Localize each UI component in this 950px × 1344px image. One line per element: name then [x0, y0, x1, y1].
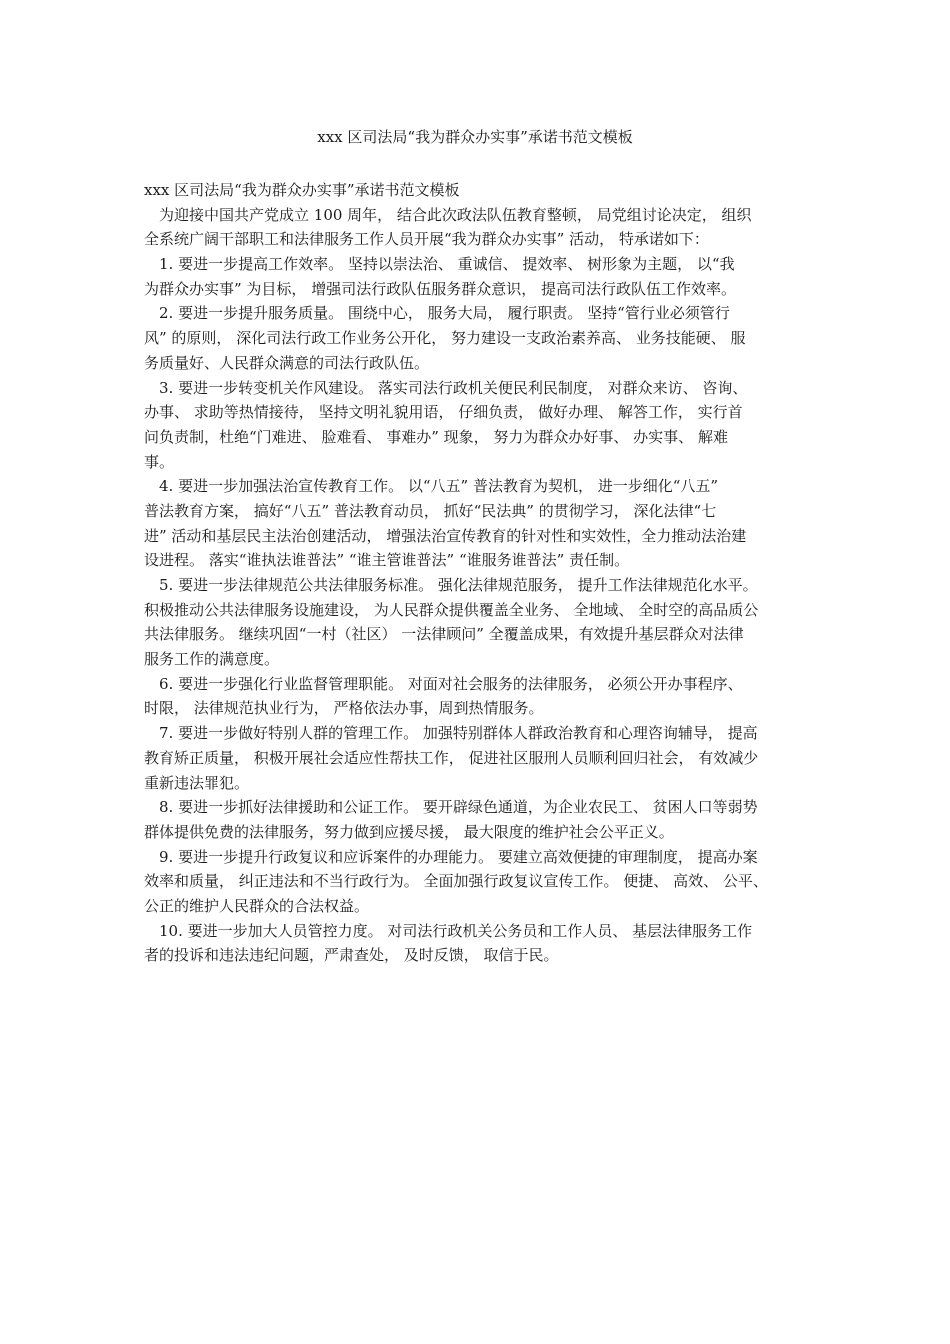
body-line: 6. 要进一步强化行业监督管理职能。 对面对社会服务的法律服务， 必须公开办事程序、: [144, 674, 743, 693]
body-line: 积极推动公共法律服务设施建设， 为人民群众提供覆盖全业务、 全地域、 全时空的高品质公: [144, 600, 759, 619]
body-line: 全系统广阔干部职工和法律服务工作人员开展“我为群众办实事” 活动， 特承诺如下：: [144, 230, 709, 249]
document-body: [144, 178, 824, 968]
body-line: 问负责制，杜绝“门难进、 脸难看、 事难办” 现象， 努力为群众办好事、 办实事、 解难: [144, 427, 728, 446]
body-line: 时限， 法律规范执业行为， 严格依法办事，周到热情服务。: [144, 699, 544, 718]
body-line: 设进程。 落实“谁执法谁普法” “谁主管谁普法” “谁服务谁普法” 责任制。: [144, 551, 630, 570]
body-line: 为群众办实事” 为目标， 增强司法行政队伍服务群众意识， 提高司法行政队伍工作效率。: [144, 279, 736, 298]
body-line: 事。: [144, 452, 175, 471]
body-line: 9. 要进一步提升行政复议和应诉案件的办理能力。 要建立高效便捷的审理制度， 提高办案: [144, 847, 758, 866]
body-line: 公正的维护人民群众的合法权益。: [144, 896, 370, 915]
page-title: xxx 区司法局“我为群众办实事”承诺书范文模板: [317, 128, 633, 146]
subtitle-line: xxx 区司法局“我为群众办实事”承诺书范文模板: [144, 181, 460, 199]
body-line: 群体提供免费的法律服务，努力做到应援尽援， 最大限度的维护社会公平正义。: [144, 822, 674, 841]
body-line: 教育矫正质量， 积极开展社会适应性帮扶工作， 促进社区服刑人员顺利回归社会， 有效减少: [144, 748, 759, 767]
body-line: 普法教育方案， 搞好“八五” 普法教育动员， 抓好“民法典” 的贯彻学习， 深化法律“七: [144, 501, 717, 520]
body-line: 为迎接中国共产党成立 100 周年， 结合此次政法队伍教育整顿， 局党组讨论决定， 组织: [144, 205, 752, 224]
body-line: 效率和质量， 纠正违法和不当行政行为。 全面加强行政复议宣传工作。 便捷、 高效、 公平、: [144, 872, 768, 891]
body-line: 进” 活动和基层民主法治创建活动， 增强法治宣传教育的针对性和实效性，全力推动法治建: [144, 526, 747, 545]
body-line: 4. 要进一步加强法治宣传教育工作。 以“八五” 普法教育为契机， 进一步细化“八五”: [144, 477, 719, 496]
body-line: 10. 要进一步加大人员管控力度。 对司法行政机关公务员和工作人员、 基层法律服务工作: [144, 921, 753, 940]
body-line: 风” 的原则， 深化司法行政工作业务公开化， 努力建设一支政治素养高、 业务技能硬、 服: [144, 329, 746, 348]
body-line: 者的投诉和违法违纪问题，严肃查处， 及时反馈， 取信于民。: [144, 946, 559, 965]
body-line: 1. 要进一步提高工作效率。 坚持以崇法治、 重诚信、 提效率、 树形象为主题， 以“我: [144, 255, 735, 274]
body-line: 3. 要进一步转变机关作风建设。 落实司法行政机关便民利民制度， 对群众来访、 咨询、: [144, 378, 748, 397]
body-line: 5. 要进一步法律规范公共法律服务标准。 强化法律规范服务， 提升工作法律规范化水平。: [144, 576, 758, 594]
body-line: 共法律服务。 继续巩固“一村（社区） 一法律顾问” 全覆盖成果，有效提升基层群众对法律: [144, 625, 744, 644]
body-line: 务质量好、人民群众满意的司法行政队伍。: [144, 353, 430, 372]
body-line: 服务工作的满意度。: [144, 650, 280, 669]
body-line: 2. 要进一步提升服务质量。 围绕中心， 服务大局， 履行职责。 坚持“管行业必须管行: [144, 304, 730, 323]
body-line: 7. 要进一步做好特别人群的管理工作。 加强特别群体人群政治教育和心理咨询辅导， 提高: [144, 724, 758, 743]
body-line: 办事、 求助等热情接待， 坚持文明礼貌用语， 仔细负责， 做好办理、 解答工作， 实行首: [144, 403, 743, 422]
body-line: 重新违法罪犯。: [144, 773, 250, 792]
body-line: 8. 要进一步抓好法律援助和公证工作。 要开辟绿色通道，为企业农民工、 贫困人口等弱势: [144, 798, 758, 817]
